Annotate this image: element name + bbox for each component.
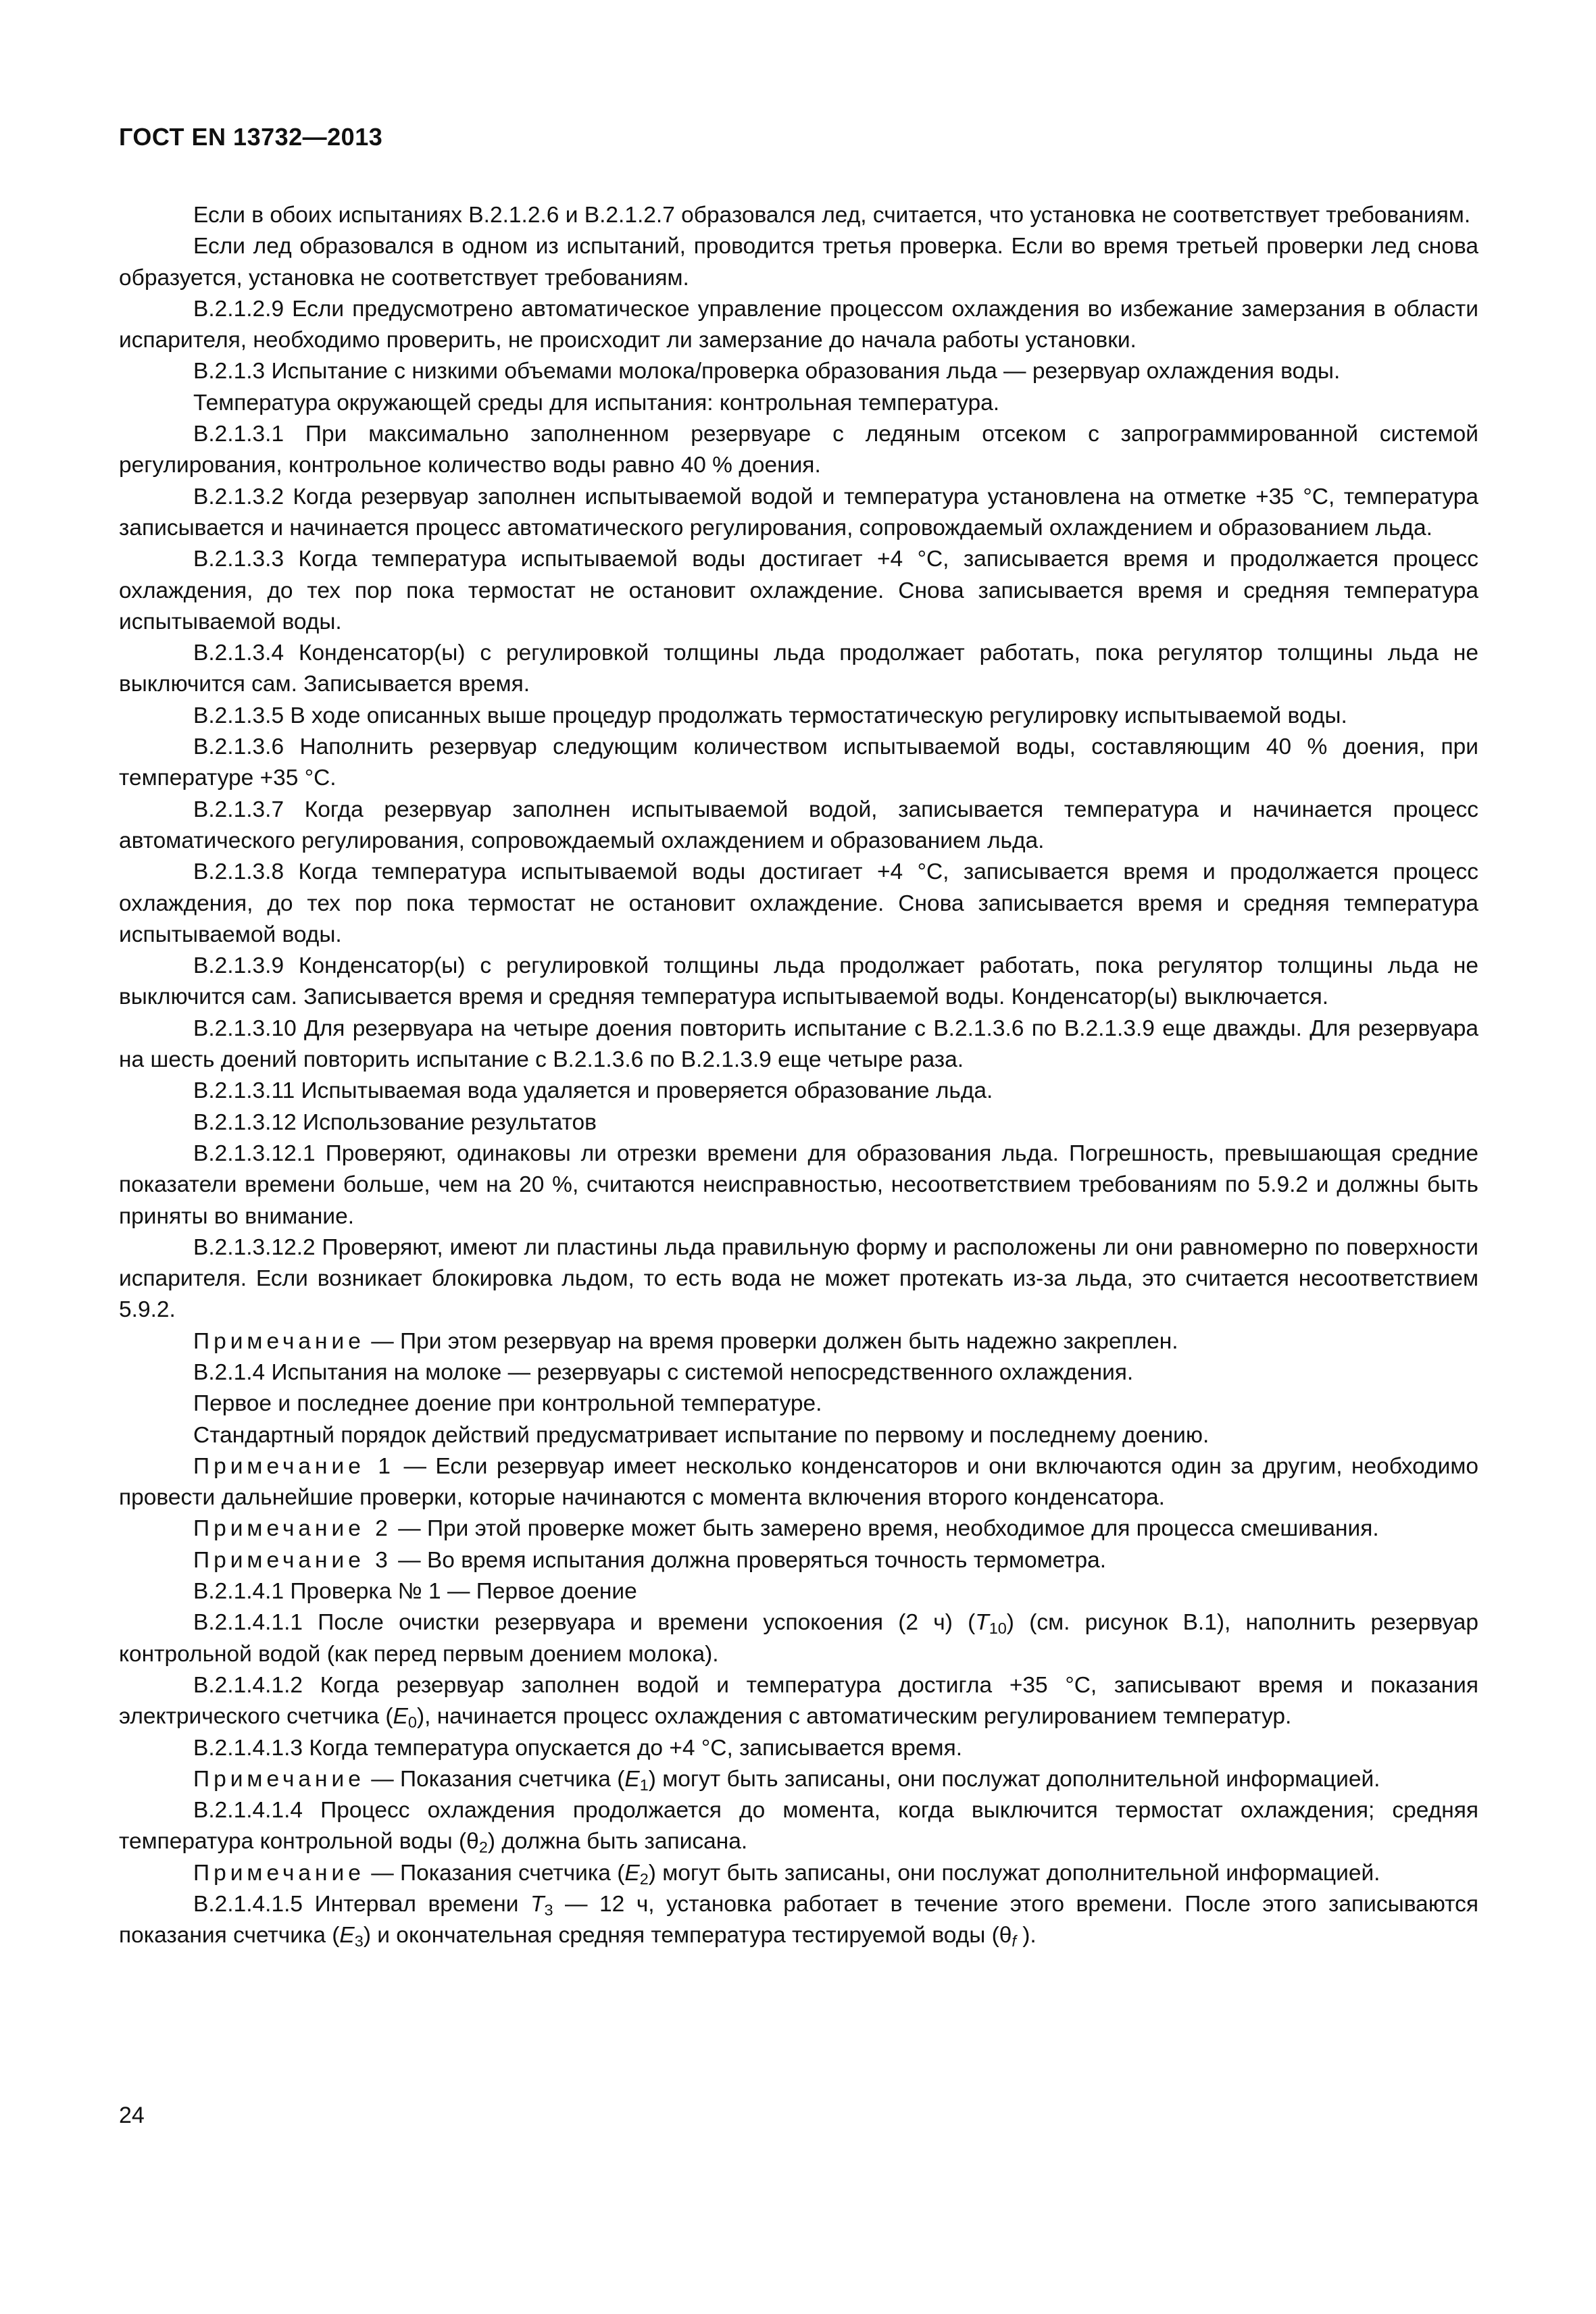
subscript: 1: [639, 1776, 649, 1794]
note: [119, 1858, 1478, 1889]
paragraph: B.2.1.3.12.1 Проверяют, одинаковы ли отрезки времени для образования льда. Погрешность, превышающая средние показатели времени больше, чем на 20 %, считаются неисправностью, несоответствием требованиям по 5.9.2 и должны быть приняты во внимание.: [119, 1140, 1478, 1229]
standard-header: ГОСТ EN 13732—2013: [119, 123, 383, 151]
paragraph: B.2.1.3.3 Когда температура испытываемой воды достигает +4 °С, записывается время и продолжается процесс охлаждения, до тех пор пока термостат не остановит охлаждение. Снова записывается время и средняя температура испытываемой воды.: [119, 547, 1478, 634]
paragraph: Первое и последнее доение при контрольной температуре.: [193, 1391, 822, 1417]
paragraph: Стандартный порядок действий предусматривает испытание по первому и последнему доению.: [193, 1422, 1210, 1448]
note-text: — Показания счетчика (: [364, 1766, 625, 1792]
paragraph: B.2.1.3.4 Конденсатор(ы) с регулировкой толщины льда продолжает работать, пока регулятор толщины льда не выключится сам. Записывается время.: [119, 640, 1478, 697]
note-text: — При этой проверке может быть замерено время, необходимое для процесса смешивания.: [391, 1516, 1379, 1542]
symbol: T: [975, 1610, 989, 1636]
paragraph: B.2.1.2.9 Если предусмотрено автоматическое управление процессом охлаждения во избежание замерзания в области испарителя, необходимо проверить, не происходит ли замерзание до начала работы установки.: [119, 296, 1478, 353]
paragraph: B.2.1.3.8 Когда температура испытываемой воды достигает +4 °С, записывается время и продолжается процесс охлаждения, до тех пор пока термостат не остановит охлаждение. Снова записывается время и средняя температура испытываемой воды.: [119, 859, 1478, 947]
subscript: 2: [478, 1838, 488, 1857]
note: [119, 1764, 1478, 1795]
subscript: 2: [639, 1869, 649, 1888]
text-run: B.2.1.4.1.4 Процесс охлаждения продолжается до момента, когда выключится термостат охлаждения; средняя температура контрольной воды (θ: [119, 1798, 1478, 1855]
note: [119, 1326, 1478, 1357]
paragraph: Температура окружающей среды для испытания: контрольная температура.: [193, 390, 1000, 416]
text-run: B.2.1.4.1.1 После очистки резервуара и времени успокоения (2 ч) (: [193, 1610, 976, 1636]
note-label: Примечание: [193, 1766, 365, 1792]
text-run: ) должна быть записана.: [487, 1829, 748, 1855]
text-run: ) (см. рисунок B.1), наполнить резервуар контрольной водой (как перед первым доением молока).: [119, 1610, 1478, 1667]
text-run: B.2.1.4.1.2 Когда резервуар заполнен водой и температура достигла +35 °С, записывают время и показания электрического счетчика (: [119, 1672, 1478, 1730]
symbol: E: [339, 1923, 355, 1948]
paragraph: B.2.1.4.1.3 Когда температура опускается до +4 °С, записывается время.: [193, 1735, 963, 1761]
note-text: — Во время испытания должна проверяться точность термометра.: [391, 1547, 1107, 1573]
subscript: 3: [544, 1901, 553, 1919]
note-text: — При этом резервуар на время проверки должен быть надежно закреплен.: [364, 1328, 1178, 1354]
subscript: 3: [354, 1932, 364, 1951]
symbol: E: [624, 1860, 640, 1886]
note-label: Примечание 3: [193, 1547, 392, 1573]
note-label: Примечание: [193, 1328, 365, 1354]
paragraph: B.2.1.3.11 Испытываемая вода удаляется и проверяется образование льда.: [193, 1078, 993, 1104]
paragraph: B.2.1.3.7 Когда резервуар заполнен испытываемой водой, записывается температура и начинается процесс автоматического регулирования, сопровождаемый охлаждением и образованием льда.: [119, 797, 1478, 853]
note-label: Примечание 1: [193, 1453, 395, 1479]
text-run: B.2.1.4.1.5 Интервал времени: [193, 1892, 530, 1917]
paragraph: B.2.1.3.12 Использование результатов: [193, 1109, 597, 1135]
text-run: ), начинается процесс охлаждения с автоматическим регулированием температур.: [416, 1704, 1292, 1730]
paragraph: B.2.1.3.5 В ходе описанных выше процедур продолжать термостатическую регулировку испытываемой воды.: [193, 703, 1347, 728]
symbol: E: [393, 1704, 408, 1730]
note: [119, 1451, 1478, 1514]
symbol: T: [530, 1892, 545, 1917]
paragraph: B.2.1.4.1 Проверка № 1 — Первое доение: [193, 1579, 637, 1605]
paragraph: [119, 1607, 1478, 1670]
symbol: f: [1012, 1932, 1016, 1951]
subscript: 0: [407, 1713, 417, 1732]
note-text: ) могут быть записаны, они послужат дополнительной информацией.: [648, 1860, 1380, 1886]
symbol: E: [624, 1766, 640, 1792]
paragraph: B.2.1.3.1 При максимально заполненном резервуаре с ледяным отсеком с запрограммированной системой регулирования, контрольное количество воды равно 40 % доения.: [119, 422, 1478, 478]
paragraph: B.2.1.3.6 Наполнить резервуар следующим количеством испытываемой воды, составляющим 40 % доения, при температуре +35 °С.: [119, 734, 1478, 791]
note-label: Примечание 2: [193, 1516, 392, 1542]
note-text: — Показания счетчика (: [364, 1860, 625, 1886]
paragraph: Если лед образовался в одном из испытаний, проводится третья проверка. Если во время третьей проверки лед снова образуется, установка не соответствует требованиям.: [119, 234, 1478, 291]
paragraph: B.2.1.3.2 Когда резервуар заполнен испытываемой водой и температура установлена на отметке +35 °С, температура записывается и начинается процесс автоматического регулирования, сопровождаемый охлаждением и образованием льда.: [119, 484, 1478, 540]
paragraph: Если в обоих испытаниях B.2.1.2.6 и B.2.1.2.7 образовался лед, считается, что установка не соответствует требованиям.: [193, 203, 1471, 228]
paragraph: B.2.1.4 Испытания на молоке — резервуары с системой непосредственного охлаждения.: [193, 1359, 1134, 1385]
subscript: 10: [989, 1619, 1007, 1638]
note-label: Примечание: [193, 1860, 365, 1886]
paragraph: [119, 1889, 1478, 1952]
paragraph: B.2.1.3 Испытание с низкими объемами молока/проверка образования льда — резервуар охлаждения воды.: [193, 359, 1341, 384]
note: [119, 1545, 1478, 1576]
text-run: — 12 ч, установка работает в течение этого времени. После этого записываются показания счетчика (: [119, 1892, 1478, 1948]
paragraph: B.2.1.3.10 Для резервуара на четыре доения повторить испытание с B.2.1.3.6 по B.2.1.3.9 еще дважды. Для резервуара на шесть доений повторить испытание с B.2.1.3.6 по B.2.1.3.9 еще четыре раза.: [119, 1015, 1478, 1073]
note: [119, 1513, 1478, 1544]
paragraph: [119, 1795, 1478, 1858]
text-run: ) и окончательная средняя температура тестируемой воды (θ: [363, 1923, 1012, 1948]
page-number: 24: [119, 2103, 145, 2128]
paragraph: B.2.1.3.9 Конденсатор(ы) с регулировкой толщины льда продолжает работать, пока регулятор толщины льда не выключится сам. Записывается время и средняя температура испытываемой воды. Конденсатор(ы) выключается.: [119, 953, 1478, 1010]
paragraph: B.2.1.3.12.2 Проверяют, имеют ли пластины льда правильную форму и расположены ли они равномерно по поверхности испарителя. Если возникает блокировка льдом, то есть вода не может протекать из-за льда, это считается несоответствием 5.9.2.: [119, 1234, 1478, 1323]
note-text: ) могут быть записаны, они послужат дополнительной информацией.: [648, 1766, 1380, 1792]
paragraph: [119, 1670, 1478, 1733]
text-run: ).: [1016, 1923, 1037, 1948]
document-body: [119, 200, 1478, 1952]
note-text: — Если резервуар имеет несколько конденсаторов и они включаются один за другим, необходимо провести дальнейшие проверки, которые начинаются с момента включения второго конденсатора.: [119, 1453, 1478, 1511]
